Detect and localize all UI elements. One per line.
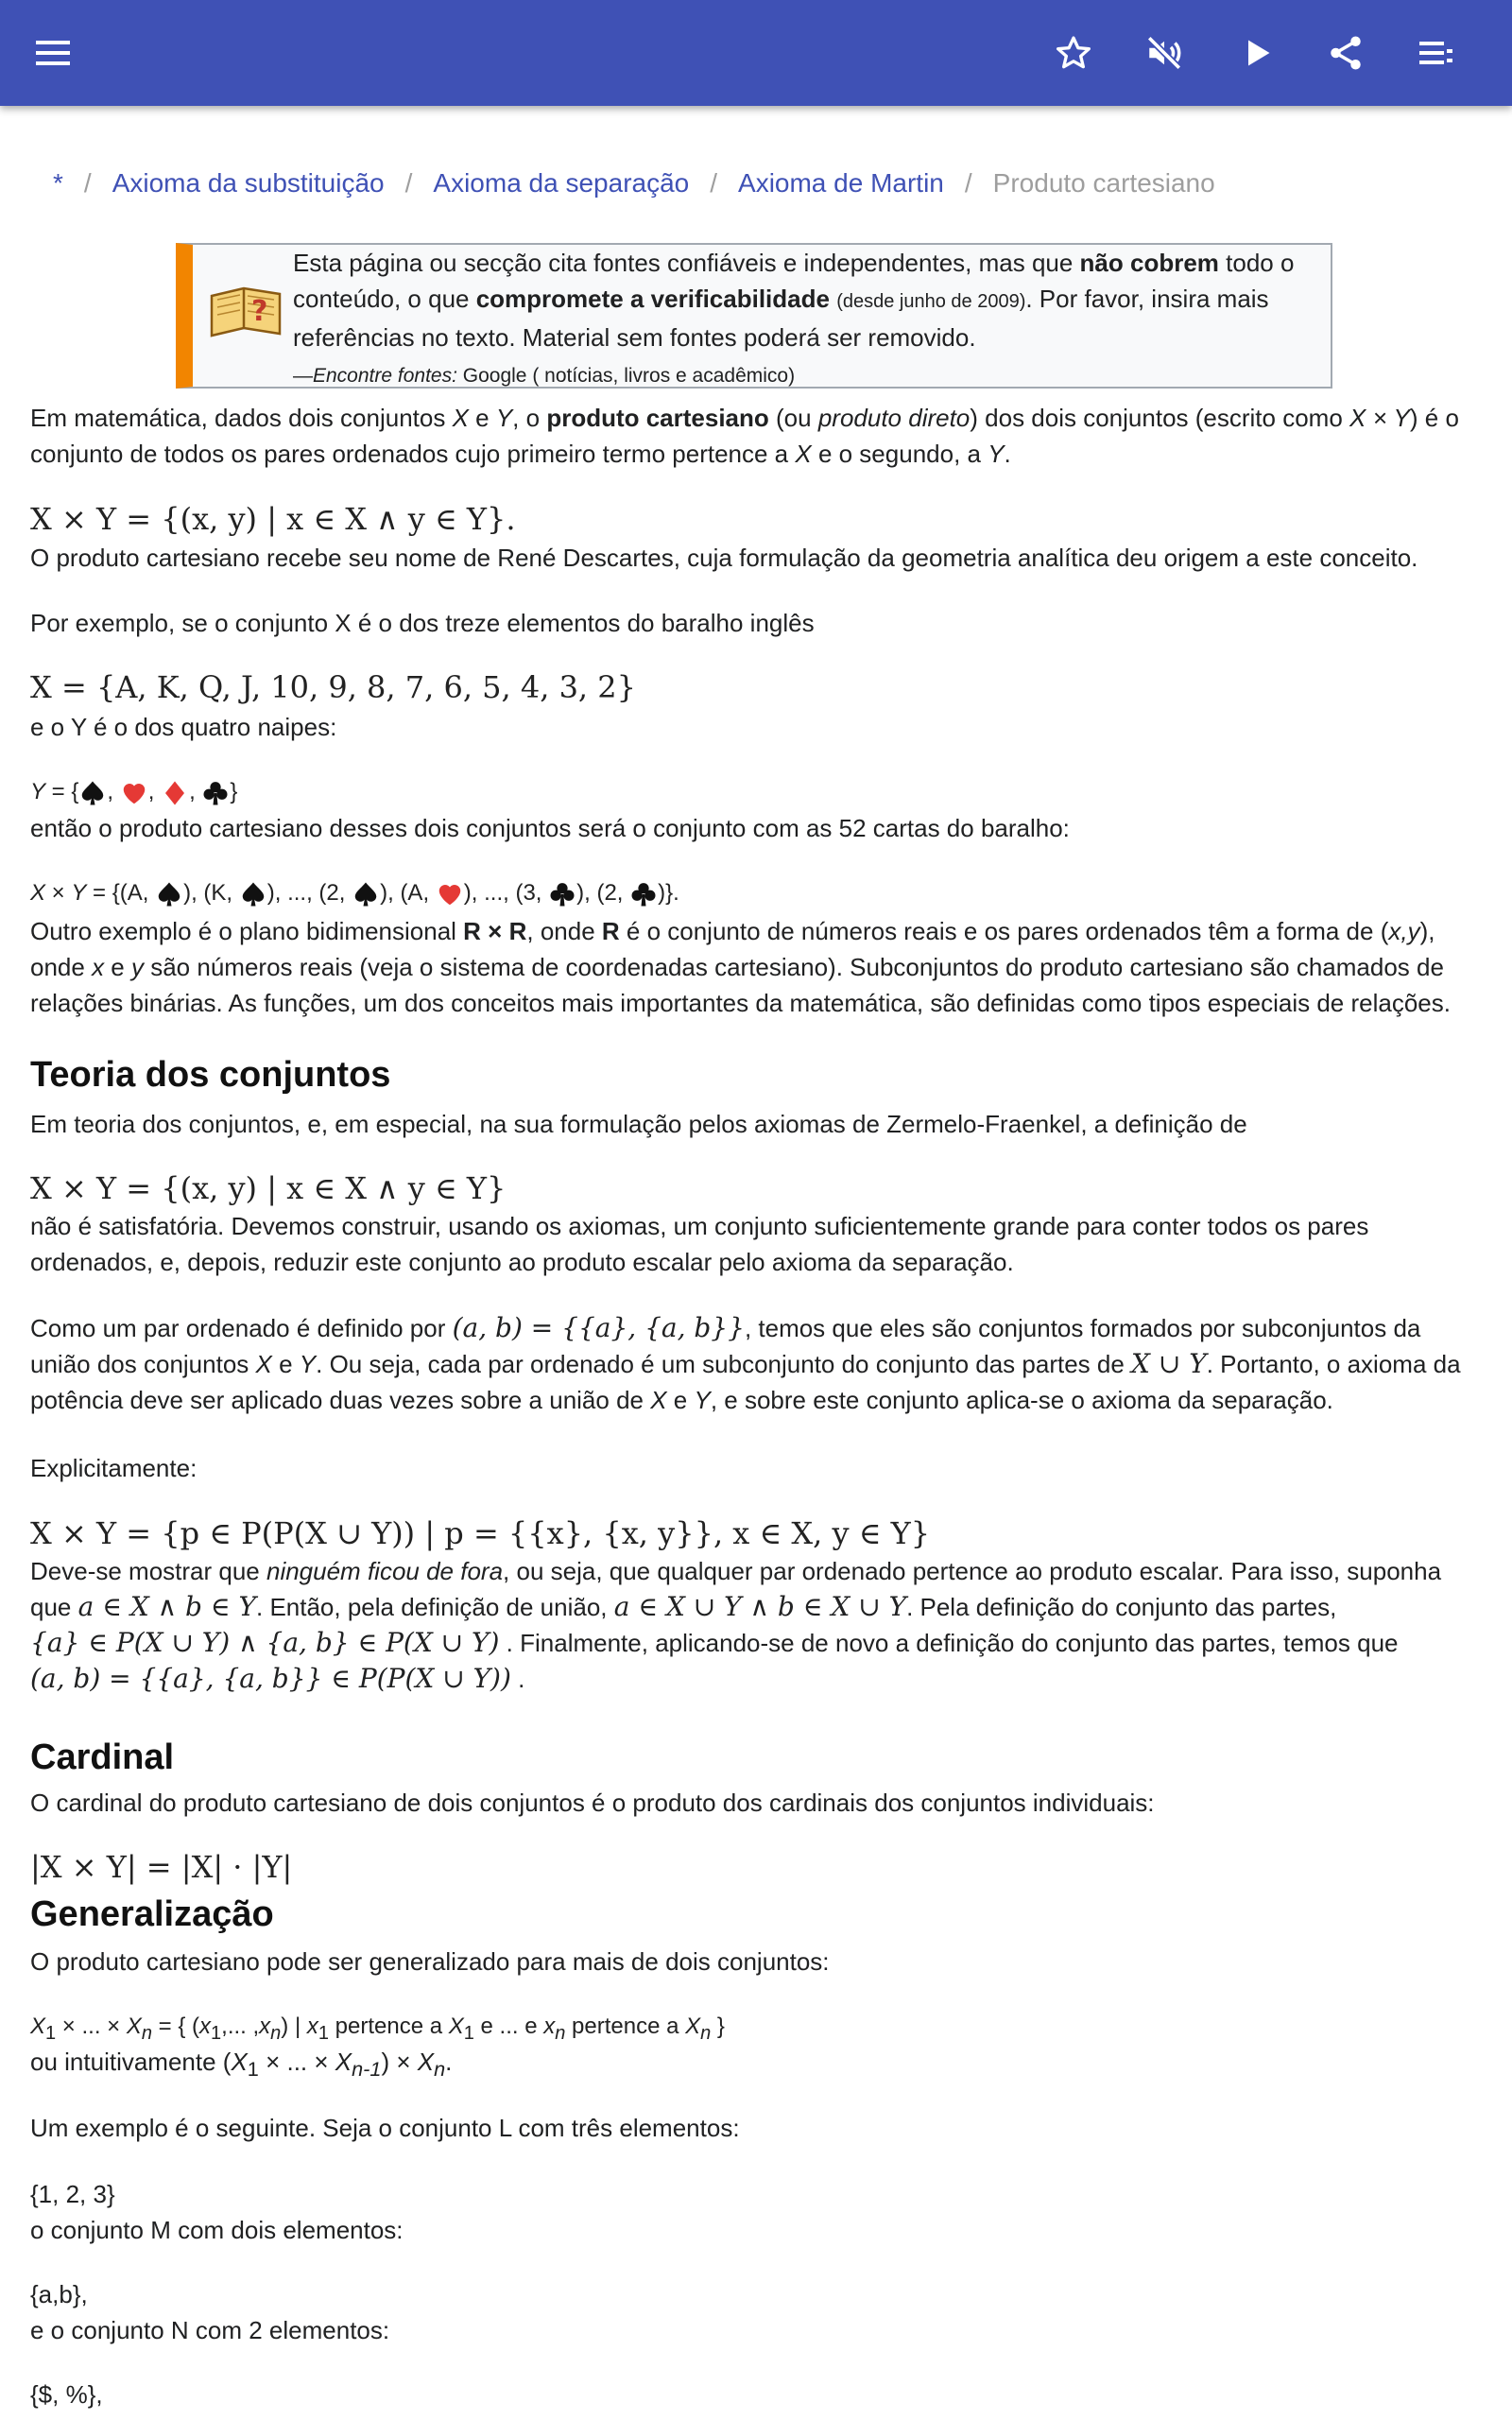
heart-icon <box>120 779 148 807</box>
star-outline-icon[interactable] <box>1047 26 1100 79</box>
paragraph: Um exemplo é o seguinte. Seja o conjunto L com três elementos: <box>30 2114 740 2142</box>
book-icon <box>206 277 285 345</box>
intro-paragraph: Em matemática, dados dois conjuntos X e Y, o produto cartesiano (ou produto direto) dos dois conjuntos (escrito como X × Y) é o conjunto de todos os pares ordenados cujo primeiro termo pertence a X e o segundo, a Y. <box>30 404 1459 468</box>
spade-icon <box>155 880 183 908</box>
formula-cards: X = {A, K, Q, J, 10, 9, 8, 7, 6, 5, 4, 3, 2} <box>30 669 636 705</box>
club-icon <box>201 779 230 807</box>
club-icon <box>548 880 576 908</box>
paragraph: O produto cartesiano pode ser generalizado para mais de dois conjuntos: <box>30 1947 830 1976</box>
paragraph: então o produto cartesiano desses dois conjuntos será o conjunto com as 52 cartas do baralho: <box>30 814 1070 842</box>
find-sources-label: Encontre fontes: <box>313 365 457 387</box>
find-sources: —Encontre fontes: Google ( notícias, livros e acadêmico) <box>293 365 796 387</box>
paragraph: O produto cartesiano recebe seu nome de René Descartes, cuja formulação da geometria analítica deu origem a este conceito. <box>30 544 1418 572</box>
play-icon[interactable] <box>1230 26 1283 79</box>
set-n: {$, %}, <box>30 2380 103 2409</box>
notice-text: todo o conteúdo, o que <box>293 249 1295 313</box>
paragraph: e o Y é o dos quatro naipes: <box>30 713 337 741</box>
svg-text:?: ? <box>251 295 268 328</box>
notice-bold: compromete a verificabilidade <box>475 285 830 313</box>
spade-icon <box>78 779 107 807</box>
breadcrumb-root[interactable]: * <box>53 168 63 198</box>
suits-set: Y = { , , , } <box>30 775 1486 809</box>
paragraph: ou intuitivamente ($X_1$ × ... × $X_{n-1}) \times X_n$. <box>30 2048 453 2082</box>
paragraph: Explicitamente: <box>30 1454 198 1482</box>
paragraph: O cardinal do produto cartesiano de dois conjuntos é o produto dos cardinais dos conjuntos individuais: <box>30 1789 1155 1817</box>
find-sources-links[interactable]: Google ( notícias, livros e acadêmico) <box>456 365 796 387</box>
product-listing: X × Y = {(A, ), (K, ), ..., (2, ), (A, ), ..., (3, ), (2, )}. <box>30 876 1486 910</box>
section-heading: Teoria dos conjuntos <box>30 1055 391 1095</box>
spade-icon <box>352 880 380 908</box>
formula-explicit: X × Y = {p ∈ P(P(X ∪ Y)) | p = {{x}, {x, y}}, x ∈ X, y ∈ Y} <box>30 1515 931 1551</box>
paragraph: Em teoria dos conjuntos, e, em especial, na sua formulação pelos axiomas de Zermelo-Fraenkel, a definição de <box>30 1110 1247 1138</box>
formula-generalized: $X_1$ × ... × $X_n$ = { ($x_1$,... $,x_n$) | $x_1$ pertence a $X_1$ e ... e $x_n$ pertence a $X_n$ } <box>30 2014 725 2044</box>
club-icon <box>629 880 658 908</box>
share-icon[interactable] <box>1319 26 1372 79</box>
section-heading: Cardinal <box>30 1737 175 1777</box>
spade-icon <box>239 880 267 908</box>
references-notice <box>176 243 1332 389</box>
heart-icon <box>436 880 464 908</box>
breadcrumb-item[interactable]: Axioma da substituição <box>112 168 385 198</box>
paragraph: Deve-se mostrar que ninguém ficou de fora, ou seja, que qualquer par ordenado pertence ao produto escalar. Para isso, suponha que a ∈ X ∧ b ∈ Y. Então, pela definição de união, a ∈ X ∪ Y ∧ b ∈ X ∪ Y. Pela definição do conjunto das partes, {a} ∈ P(X ∪ Y) ∧ {a, b} ∈ P(X ∪ Y) . Finalmente, aplicando-se de novo a definição do conjunto das partes, temos que (a, b) = {{a}, {a, b}} ∈ P(P(X ∪ Y)) . <box>30 1557 1442 1694</box>
formula-product: X × Y = {(x, y) | x ∈ X ∧ y ∈ Y}. <box>30 501 516 537</box>
diamond-icon <box>161 779 189 807</box>
app-bar <box>0 0 1512 106</box>
volume-off-icon[interactable] <box>1138 26 1191 79</box>
breadcrumb-item[interactable]: Axioma da separação <box>433 168 690 198</box>
paragraph: Como um par ordenado é definido por (a, b) = {{a}, {a, b}}, temos que eles são conjuntos formados por subconjuntos da união dos conjuntos X e Y. Ou seja, cada par ordenado é um subconjunto do conjunto das partes de X ∪ Y. Portanto, o axioma da potência deve ser aplicado duas vezes sobre a união de X e Y, e sobre este conjunto aplica-se o axioma da separação. <box>30 1312 1461 1414</box>
paragraph: não é satisfatória. Devemos construir, usando os axiomas, um conjunto suficientemente grande para conter todos os pares ordenados, e, depois, reduzir este conjunto ao produto escalar pelo axioma da separação. <box>30 1212 1369 1276</box>
set-m: {a,b}, <box>30 2280 88 2308</box>
section-heading: Generalização <box>30 1894 274 1934</box>
paragraph-plane: Outro exemplo é o plano bidimensional R × R, onde R é o conjunto de números reais e os pares ordenados têm a forma de (x,y), onde x e y são números reais (veja o sistema de coordenadas cartesiano). Subconjuntos do produto cartesiano são chamados de relações binárias. As funções, um dos conceitos mais importantes da matemática, são definidas como tipos especiais de relações. <box>30 917 1451 1017</box>
notice-text: . Por favor, insira mais referências no texto. Material sem fontes poderá ser removido. <box>293 285 1269 352</box>
formula-naive: X × Y = {(x, y) | x ∈ X ∧ y ∈ Y} <box>30 1170 507 1206</box>
menu-icon[interactable] <box>26 26 79 79</box>
paragraph: o conjunto M com dois elementos: <box>30 2216 404 2244</box>
playlist-icon[interactable] <box>1410 26 1463 79</box>
paragraph: e o conjunto N com 2 elementos: <box>30 2316 390 2344</box>
breadcrumb-item[interactable]: Axioma de Martin <box>738 168 944 198</box>
breadcrumb: * / Axioma da substituição / Axioma da separação / Axioma de Martin / Produto cartesiano <box>53 168 1215 198</box>
set-l: {1, 2, 3} <box>30 2180 115 2208</box>
notice-bold: não cobrem <box>1079 249 1219 277</box>
notice-text: Esta página ou secção cita fontes confiáveis e independentes, mas que <box>293 249 1080 277</box>
formula-cardinal: |X × Y| = |X| · |Y| <box>30 1849 293 1885</box>
notice-date: (desde junho de 2009) <box>836 291 1026 312</box>
paragraph: Por exemplo, se o conjunto X é o dos treze elementos do baralho inglês <box>30 609 815 637</box>
breadcrumb-current: Produto cartesiano <box>992 168 1215 198</box>
